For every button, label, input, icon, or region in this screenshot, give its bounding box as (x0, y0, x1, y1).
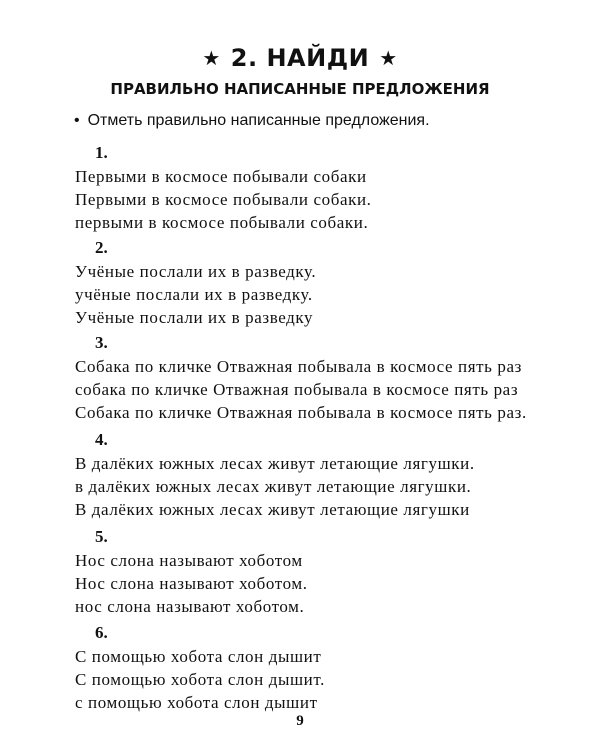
sentence-option[interactable]: Нос слона называют хоботом (75, 551, 303, 570)
sentence-option[interactable]: собака по кличке Отважная побывала в космосе пять раз (75, 380, 519, 399)
exercise-5 (75, 525, 308, 618)
page-title (0, 44, 600, 72)
exercise-number: 6. (95, 623, 108, 642)
sentence-option[interactable]: В далёких южных лесах живут летающие лягушки. (75, 454, 475, 473)
exercise-number: 1. (95, 143, 108, 162)
sentence-option[interactable]: С помощью хобота слон дышит (75, 647, 322, 666)
sentence-option[interactable]: Первыми в космосе побывали собаки (75, 167, 367, 186)
bullet-icon: • (74, 112, 80, 129)
sentence-option[interactable]: Нос слона называют хоботом. (75, 574, 308, 593)
sentence-option[interactable]: Собака по кличке Отважная побывала в космосе пять раз (75, 357, 522, 376)
exercise-number: 2. (95, 238, 108, 257)
exercise-number: 5. (95, 527, 108, 546)
exercise-6 (75, 621, 325, 714)
exercise-2 (75, 236, 316, 329)
sentence-option[interactable]: в далёких южных лесах живут летающие лягушки. (75, 477, 472, 496)
instruction (74, 112, 430, 130)
title-text: 2. НАЙДИ (230, 44, 370, 72)
sentence-option[interactable]: Учёные послали их в разведку. (75, 262, 317, 281)
exercise-number: 3. (95, 333, 108, 352)
sentence-option[interactable]: Первыми в космосе побывали собаки. (75, 190, 372, 209)
sentence-option[interactable]: учёные послали их в разведку. (75, 285, 313, 304)
page-number: 9 (296, 713, 304, 729)
exercise-number: 4. (95, 430, 108, 449)
exercise-1 (75, 141, 372, 234)
sentence-option[interactable]: с помощью хобота слон дышит (75, 693, 318, 712)
sentence-option[interactable]: В далёких южных лесах живут летающие лягушки (75, 500, 470, 519)
star-right-icon: ★ (379, 46, 398, 70)
sentence-option[interactable]: С помощью хобота слон дышит. (75, 670, 325, 689)
sentence-option[interactable]: Собака по кличке Отважная побывала в космосе пять раз. (75, 403, 527, 422)
instruction-text: Отметь правильно написанные предложения. (87, 112, 430, 129)
star-left-icon: ★ (202, 46, 221, 70)
exercise-3 (75, 331, 527, 424)
page-subtitle: ПРАВИЛЬНО НАПИСАННЫЕ ПРЕДЛОЖЕНИЯ (110, 80, 490, 98)
sentence-option[interactable]: нос слона называют хоботом. (75, 597, 305, 616)
sentence-option[interactable]: Учёные послали их в разведку (75, 308, 314, 327)
sentence-option[interactable]: первыми в космосе побывали собаки. (75, 213, 369, 232)
exercise-4 (75, 428, 475, 521)
